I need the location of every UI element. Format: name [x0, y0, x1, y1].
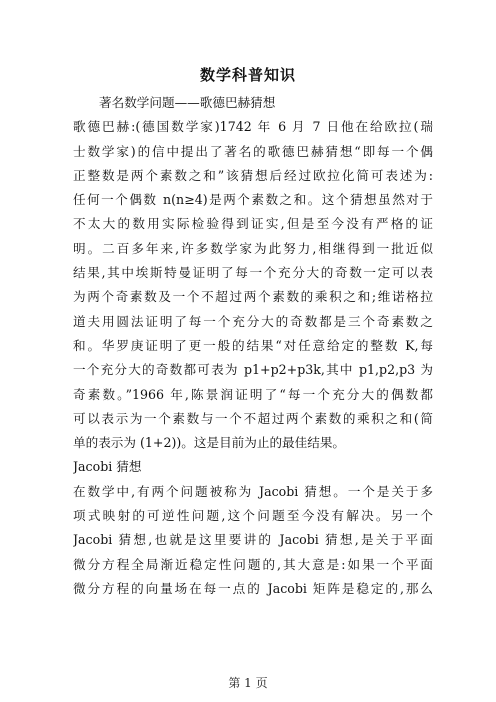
body-line: 为两个奇素数及一个不超过两个素数的乘积之和;维诺格拉: [73, 289, 433, 305]
body-line: 奇素数。”1966 年,陈景润证明了“每一个充分大的偶数都: [73, 386, 433, 402]
body-line: 不太大的数用实际检验得到证实,但是至今没有严格的证: [73, 216, 433, 232]
body-line: 一个充分大的奇数都可表为 p1+p2+p3k,其中 p1,p2,p3 为: [73, 362, 433, 378]
body-line: 歌德巴赫:(德国数学家)1742 年 6 月 7 日他在给欧拉(瑞: [73, 119, 433, 135]
body-line: 结果,其中埃斯特曼证明了每一个充分大的奇数一定可以表: [73, 265, 433, 281]
body-line: 正整数是两个素数之和”该猜想后经过欧拉化简可表述为:: [73, 167, 433, 183]
body-line: 在数学中,有两个问题被称为 Jacobi 猜想。一个是关于多: [73, 483, 433, 499]
body-line: 道夫用圆法证明了每一个充分大的奇数都是三个奇素数之: [73, 313, 433, 329]
body-line: Jacobi 猜想,也就是这里要讲的 Jacobi 猜想,是关于平面: [73, 532, 433, 548]
body-line: 项式映射的可逆性问题,这个问题至今没有解决。另一个: [73, 508, 433, 524]
page-number: 第 1 页: [228, 676, 268, 690]
document-title: 数学科普知识: [199, 66, 296, 84]
body-line: 可以表示为一个素数与一个不超过两个素数的乘积之和(简: [73, 410, 433, 426]
body-line: 单的表示为 (1+2))。这是目前为止的最佳结果。: [73, 435, 346, 451]
section-heading-goldbach: 著名数学问题——歌德巴赫猜想: [99, 95, 276, 110]
body-line: 士数学家)的信中提出了著名的歌德巴赫猜想“即每一个偶: [73, 143, 433, 159]
body-line: 明。二百多年来,许多数学家为此努力,相继得到一批近似: [73, 240, 433, 256]
body-line: 任何一个偶数 n(n≥4)是两个素数之和。这个猜想虽然对于: [73, 192, 433, 208]
body-line: 微分方程全局渐近稳定性问题的,其大意是:如果一个平面: [73, 556, 433, 572]
body-line: 和。华罗庚证明了更一般的结果“对任意给定的整数 K,每: [73, 337, 433, 353]
body-line: 微分方程的向量场在每一点的 Jacobi 矩阵是稳定的,那么: [73, 580, 433, 596]
section-heading-jacobi: Jacobi 猜想: [73, 459, 142, 475]
document-body: [73, 91, 433, 601]
